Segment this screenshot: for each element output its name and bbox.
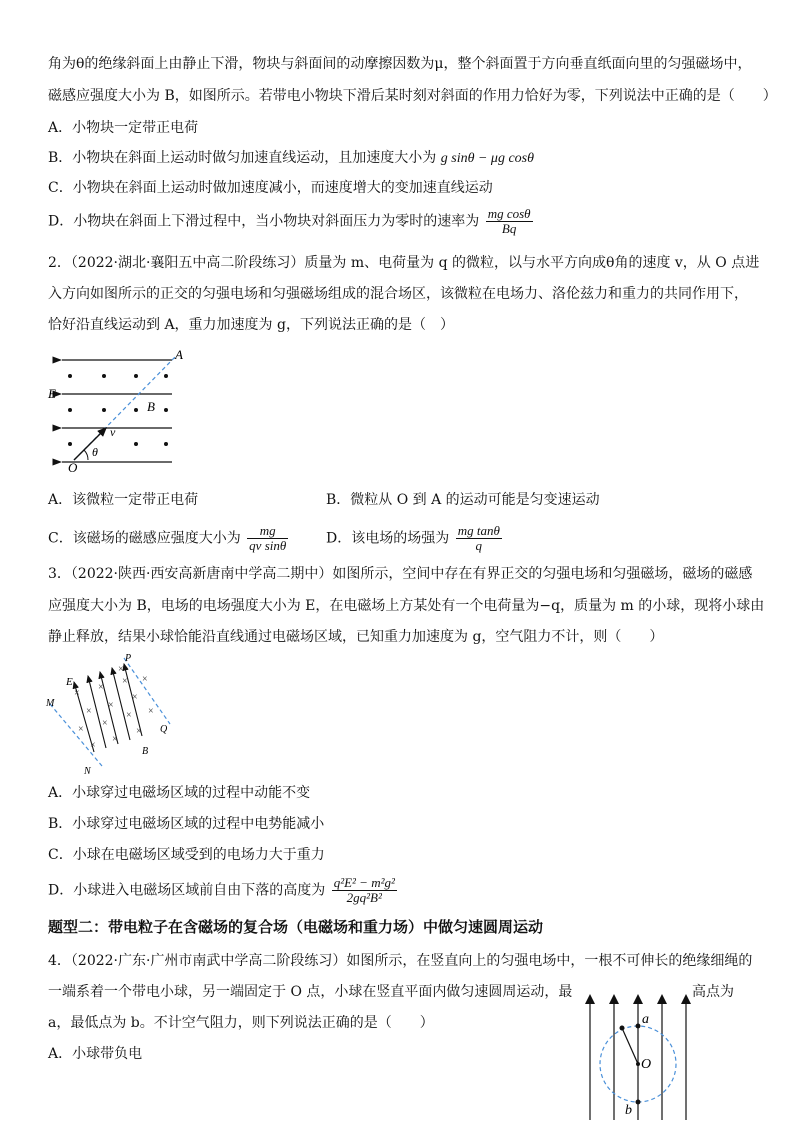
q2-option-d [326, 524, 504, 553]
q2-line2: 入方向如图所示的正交的匀强电场和匀强磁场组成的混合场区，该微粒在电场力、洛伦兹力和重力的共同作用下， [48, 286, 748, 302]
svg-text:×: × [102, 718, 108, 729]
q1-line1: 角为θ的绝缘斜面上由静止下滑，物块与斜面间的动摩擦因数为μ，整个斜面置于方向垂直纸面向里的匀强磁场中， [48, 56, 752, 72]
q4-figure-label-o: O [641, 1057, 652, 1072]
svg-text:×: × [98, 682, 104, 693]
q4-option-a: A．小球带负电 [48, 1046, 143, 1062]
q2-option-d-numerator: mg tanθ [457, 523, 500, 538]
q3-option-d-numerator: q²E² − m²g² [333, 875, 395, 890]
q2-figure-label-v: v [110, 425, 116, 439]
svg-text:×: × [78, 724, 84, 735]
svg-text:×: × [122, 676, 128, 687]
svg-text:×: × [126, 710, 132, 721]
q2-line3: 恰好沿直线运动到 A，重力加速度为 g，下列说法正确的是（ ） [48, 317, 454, 333]
svg-text:×: × [86, 706, 92, 717]
q3-figure-label-b: B [142, 746, 149, 757]
q3-option-d-fraction [332, 876, 397, 905]
svg-text:×: × [74, 688, 80, 699]
q3-line2: 应强度大小为 B，电场的电场强度大小为 E，在电磁场上方某处有一个电荷量为−q，质量为 m 的小球，现将小球由 [48, 598, 765, 614]
svg-text:×: × [136, 726, 142, 737]
q2-figure [44, 348, 204, 473]
q3-figure-label-e: E [66, 676, 73, 688]
q3-figure-label-m: M [46, 698, 55, 709]
q2-figure-label-e: E [48, 386, 56, 401]
q4-figure-label-a: a [642, 1012, 649, 1027]
q3-line1: 3．（2022·陕西·西安高新唐南中学高二期中）如图所示，空间中存在有界正交的匀强电场和匀强磁场，磁场的磁感 [48, 566, 753, 582]
q4-figure [580, 990, 710, 1120]
q1-option-d-denominator: Bq [501, 221, 517, 236]
q1-option-b-text: B．小物块在斜面上运动时做匀加速直线运动，且加速度大小为 [48, 150, 437, 166]
q2-figure-label-theta: θ [92, 445, 98, 459]
q3-line3: 静止释放，结果小球恰能沿直线通过电磁场区域，已知重力加速度为 g，空气阻力不计，则（ ） [48, 629, 664, 645]
q2-line1: 2．（2022·湖北·襄阳五中高二阶段练习）质量为 m、电荷量为 q 的微粒，以与水平方向成θ角的速度 v，从 O 点进 [48, 255, 760, 271]
svg-text:×: × [148, 706, 154, 717]
q4-line1: 4．（2022·广东·广州市南武中学高二阶段练习）如图所示，在竖直向上的匀强电场中，一根不可伸长的绝缘细绳的 [48, 953, 753, 969]
q1-option-b-expr: g sinθ − μg cosθ [440, 151, 534, 166]
q4-line3: a，最低点为 b。不计空气阻力，则下列说法正确的是（ ） [48, 1015, 434, 1031]
q2-option-d-denominator: q [475, 538, 482, 553]
q3-figure-label-n: N [84, 766, 91, 777]
q3-figure-label-p: P [125, 653, 132, 664]
q1-option-d-fraction [486, 207, 533, 236]
q3-figure-label-q: Q [160, 724, 168, 735]
q3-option-a: A．小球穿过电磁场区域的过程中动能不变 [48, 785, 311, 801]
svg-text:×: × [142, 674, 148, 685]
q1-option-d-numerator: mg cosθ [487, 206, 531, 221]
q3-figure [44, 652, 184, 777]
q3-option-d [48, 876, 399, 905]
svg-text:×: × [112, 734, 118, 745]
q1-option-d-text: D．小物块在斜面上下滑过程中，当小物块对斜面压力为零时的速率为 [48, 213, 480, 230]
q1-line2: 磁感应强度大小为 B，如图所示。若带电小物块下滑后某时刻对斜面的作用力恰好为零，下列说法中正确的是（ ） [48, 88, 777, 104]
q2-figure-label-o: O [68, 460, 78, 473]
q1-option-c: C．小物块在斜面上运动时做加速度减小，而速度增大的变加速直线运动 [48, 180, 493, 196]
q2-option-b: B．微粒从 O 到 A 的运动可能是匀变速运动 [326, 492, 600, 508]
svg-text:×: × [118, 664, 124, 675]
q2-option-c-numerator: mg [247, 524, 288, 539]
svg-text:×: × [108, 700, 114, 711]
q1-option-b [48, 148, 534, 169]
q2-figure-label-a: A [175, 348, 183, 362]
q4-line2a: 一端系着一个带电小球，另一端固定于 O 点，小球在竖直平面内做匀速圆周运动，最 [48, 984, 573, 1000]
q3-option-b: B．小球穿过电磁场区域的过程中电势能减小 [48, 816, 325, 832]
q2-option-a: A．该微粒一定带正电荷 [48, 492, 199, 508]
q2-option-d-text: D．该电场的场强为 [326, 530, 450, 547]
q2-option-c-fraction [247, 524, 288, 553]
q3-option-d-text: D．小球进入电磁场区域前自由下落的高度为 [48, 882, 326, 899]
q3-option-d-denominator: 2gq²B² [346, 890, 382, 905]
q4-figure-label-b: b [625, 1103, 632, 1118]
svg-text:×: × [90, 740, 96, 751]
q2-option-d-fraction [456, 524, 502, 553]
q3-option-c: C．小球在电磁场区域受到的电场力大于重力 [48, 847, 325, 863]
q2-option-c [48, 524, 290, 553]
section-title: 题型二：带电粒子在含磁场的复合场（电磁场和重力场）中做匀速圆周运动 [48, 918, 544, 936]
q2-option-c-denominator: qv sinθ [249, 538, 287, 553]
q1-option-d [48, 207, 535, 236]
q4-line2b: 高点为 [692, 984, 734, 1000]
q2-figure-label-b: B [147, 399, 155, 414]
svg-text:×: × [132, 692, 138, 703]
q2-option-c-text: C．该磁场的磁感应强度大小为 [48, 530, 241, 547]
q1-option-a: A．小物块一定带正电荷 [48, 120, 199, 136]
